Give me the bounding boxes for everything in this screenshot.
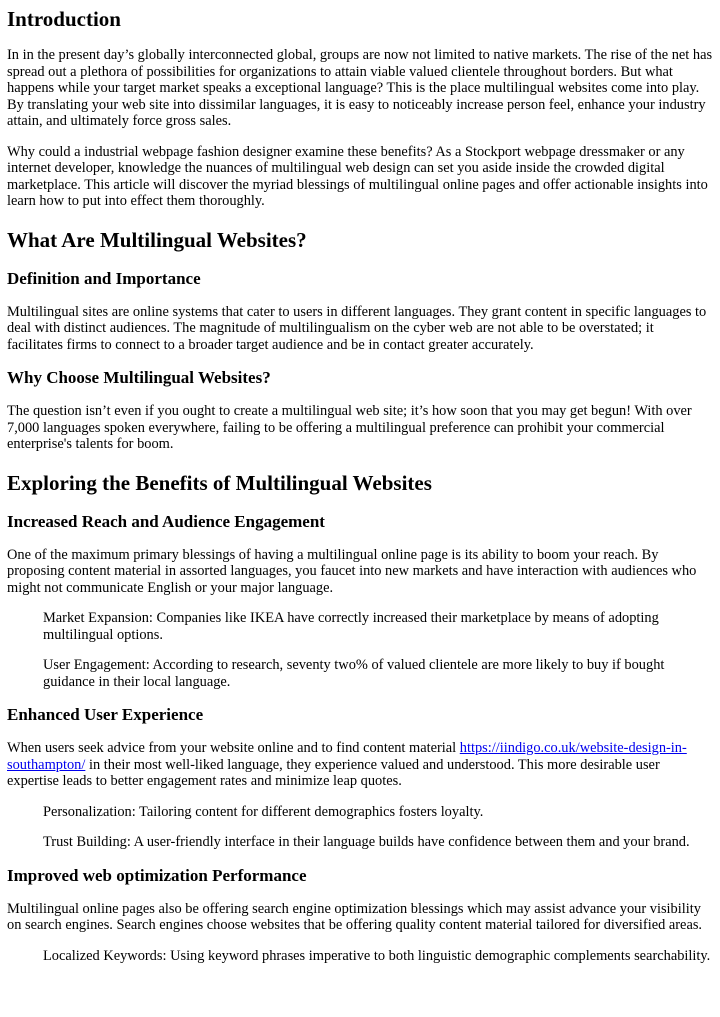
list-item: User Engagement: According to research, seventy two% of valued clientele are more likely to buy if bought guidance in their local language.	[43, 657, 665, 690]
seo-list	[7, 948, 713, 965]
definition-paragraph: Multilingual sites are online systems that cater to users in different languages. They grant content in specific languages to deal with distinct audiences. The magnitude of multilingualism on the cyber web are not able to be overstated; it facilitates firms to connect to a broader target audience and be in contact greater accurately.	[7, 303, 707, 353]
reach-heading: Increased Reach and Audience Engagement	[7, 511, 325, 531]
website-design-link[interactable]: https://iindigo.co.uk/website-design-in-southampton/	[7, 740, 687, 773]
seo-paragraph: Multilingual online pages also be offering search engine optimization blessings which may assist advance your visibility on search engines. Search engines choose websites that be offering quality content material tailored for diversified areas.	[7, 900, 703, 933]
seo-heading: Improved web optimization Performance	[7, 865, 307, 885]
ux-paragraph	[7, 740, 713, 790]
explore-heading: Exploring the Benefits of Multilingual Websites	[7, 470, 432, 495]
reach-list	[7, 610, 713, 690]
list-item: Trust Building: A user-friendly interface in their language builds have confidence between them and your brand.	[43, 834, 690, 850]
ux-text-before: When users seek advice from your website online and to find content material	[7, 740, 460, 756]
why-heading: Why Choose Multilingual Websites?	[7, 368, 271, 387]
list-item: Market Expansion: Companies like IKEA have correctly increased their marketplace by means of adopting multilingual options.	[43, 610, 659, 643]
ux-text-after: in their most well-liked language, they experience valued and understood. This more desirable user expertise leads to better engagement rates and minimize leap quotes.	[7, 756, 660, 789]
what-heading: What Are Multilingual Websites?	[7, 227, 307, 252]
intro-paragraph-1: In in the present day’s globally interconnected global, groups are now not limited to native markets. The rise of the net has spread out a plethora of possibilities for organizations to attain viable valued clientele throughout borders. But what happens while your target market speaks a exceptional language? This is the place multilingual websites come into play. By translating your web site into dissimilar languages, it is easy to noticeably increase person feel, enhance your industry attain, and ultimately force gross sales.	[7, 47, 713, 129]
ux-list	[7, 804, 713, 851]
why-paragraph: The question isn’t even if you ought to create a multilingual web site; it’s how soon that you may get begun! With over 7,000 languages spoken everywhere, failing to be offering a multilingual preference can prohibit your commercial enterprise's talents for boom.	[7, 403, 692, 452]
list-item: Localized Keywords: Using keyword phrases imperative to both linguistic demographic complements searchability.	[43, 947, 711, 964]
intro-paragraph-2: Why could a industrial webpage fashion designer examine these benefits? As a Stockport webpage dressmaker or any internet developer, knowledge the nuances of multilingual web design can set you aside inside the crowded digital marketplace. This article will discover the myriad blessings of multilingual online pages and offer actionable insights into learn how to put into effect them thoroughly.	[7, 143, 708, 209]
reach-paragraph: One of the maximum primary blessings of having a multilingual online page is its ability to boom your reach. By proposing content material in assorted languages, you faucet into new markets and have interaction with audiences who might not communicate English or your major language.	[7, 546, 697, 596]
list-item: Personalization: Tailoring content for different demographics fosters loyalty.	[43, 803, 484, 820]
ux-heading: Enhanced User Experience	[7, 705, 204, 724]
intro-heading: Introduction	[7, 7, 121, 31]
definition-heading: Definition and Importance	[7, 268, 201, 288]
